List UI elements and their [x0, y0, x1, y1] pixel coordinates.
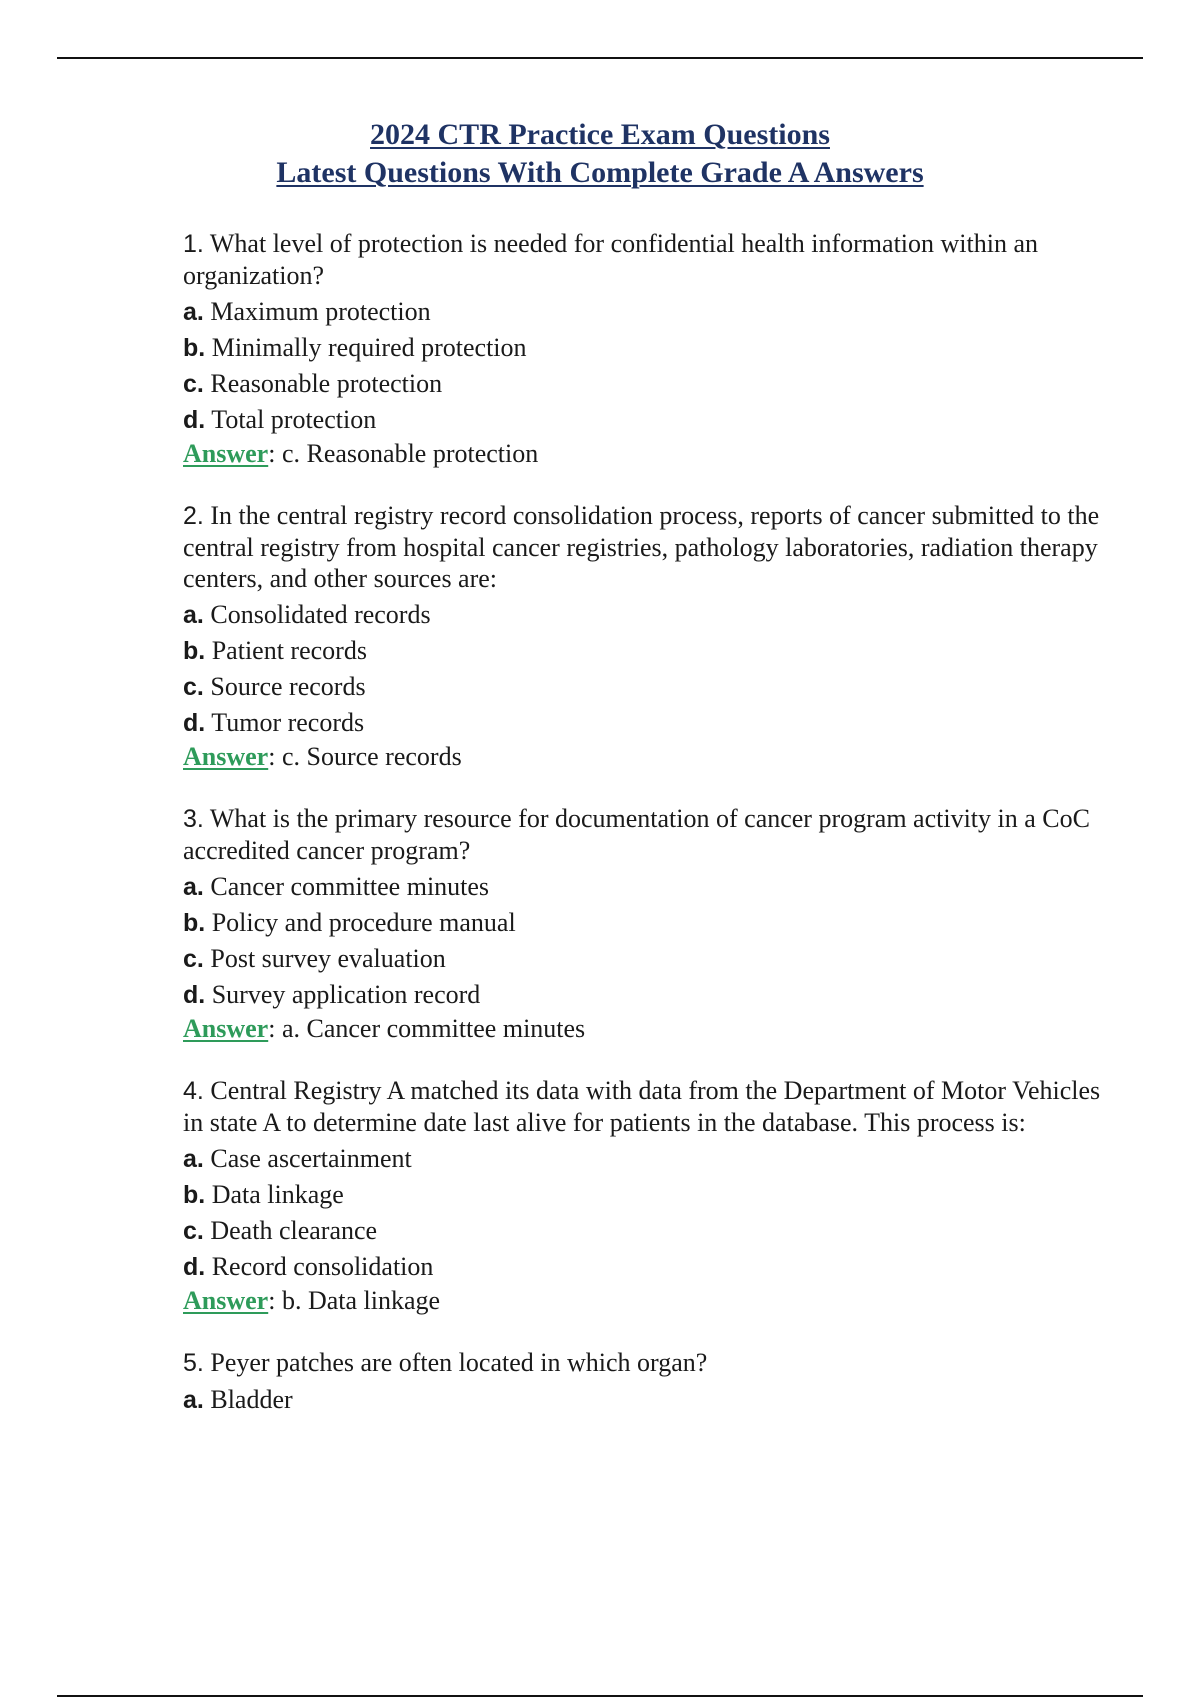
question-number: 4.	[183, 1077, 204, 1105]
option-list	[183, 1382, 1123, 1418]
option-d: d. Survey application record	[183, 980, 481, 1009]
question-body: Central Registry A matched its data with data from the Department of Motor Vehicles in state A to determine date last alive for patients in the database. This process is:	[183, 1076, 1101, 1137]
answer-label: Answer	[183, 742, 269, 771]
question-body: Peyer patches are often located in which organ?	[210, 1348, 708, 1377]
question-5	[183, 1347, 1123, 1418]
answer	[183, 438, 1123, 470]
option-c: c. Death clearance	[183, 1216, 378, 1245]
answer-value: : a. Cancer committee minutes	[268, 1014, 586, 1043]
option-b: b. Data linkage	[183, 1180, 344, 1209]
question-text	[183, 803, 1123, 866]
question-text	[183, 1075, 1123, 1138]
answer-value: : b. Data linkage	[268, 1286, 441, 1315]
option-b: b. Patient records	[183, 636, 367, 665]
answer-label: Answer	[183, 1286, 269, 1315]
option-d: d. Tumor records	[183, 708, 365, 737]
question-body: What level of protection is needed for confidential health information within an organization?	[183, 229, 1039, 290]
option-c: c. Post survey evaluation	[183, 944, 446, 973]
question-1	[183, 228, 1123, 470]
question-list	[183, 228, 1123, 1448]
answer	[183, 1285, 1123, 1317]
question-number: 3.	[183, 805, 204, 833]
option-list	[183, 869, 1123, 1013]
option-a: a. Maximum protection	[183, 297, 431, 326]
question-text	[183, 1347, 1123, 1379]
option-c: c. Source records	[183, 672, 366, 701]
answer-value: : c. Reasonable protection	[268, 439, 539, 468]
question-3	[183, 803, 1123, 1045]
option-a: a. Consolidated records	[183, 600, 431, 629]
question-text	[183, 228, 1123, 291]
question-body: What is the primary resource for documentation of cancer program activity in a CoC accredited cancer program?	[183, 804, 1090, 865]
answer	[183, 1013, 1123, 1045]
answer-label: Answer	[183, 439, 269, 468]
option-d: d. Record consolidation	[183, 1252, 434, 1281]
title-line-1: 2024 CTR Practice Exam Questions	[370, 118, 830, 151]
question-4	[183, 1075, 1123, 1317]
question-number: 5.	[183, 1349, 204, 1377]
answer-value: : c. Source records	[268, 742, 462, 771]
top-rule	[57, 57, 1143, 59]
document-title	[0, 116, 1200, 192]
question-number: 2.	[183, 502, 204, 530]
option-list	[183, 597, 1123, 741]
answer	[183, 741, 1123, 773]
option-c: c. Reasonable protection	[183, 369, 443, 398]
question-text	[183, 500, 1123, 594]
option-list	[183, 294, 1123, 438]
question-2	[183, 500, 1123, 773]
question-body: In the central registry record consolidation process, reports of cancer submitted to the central registry from hospital cancer registries, pathology laboratories, radiation therapy centers, and other sources are:	[183, 501, 1100, 593]
option-a: a. Case ascertainment	[183, 1144, 412, 1173]
option-b: b. Minimally required protection	[183, 333, 527, 362]
option-list	[183, 1141, 1123, 1285]
option-b: b. Policy and procedure manual	[183, 908, 516, 937]
bottom-rule	[57, 1695, 1143, 1697]
title-line-2: Latest Questions With Complete Grade A Answers	[276, 156, 924, 189]
question-number: 1.	[183, 230, 204, 258]
option-a: a. Cancer committee minutes	[183, 872, 490, 901]
answer-label: Answer	[183, 1014, 269, 1043]
option-d: d. Total protection	[183, 405, 377, 434]
option-a: a. Bladder	[183, 1385, 293, 1414]
